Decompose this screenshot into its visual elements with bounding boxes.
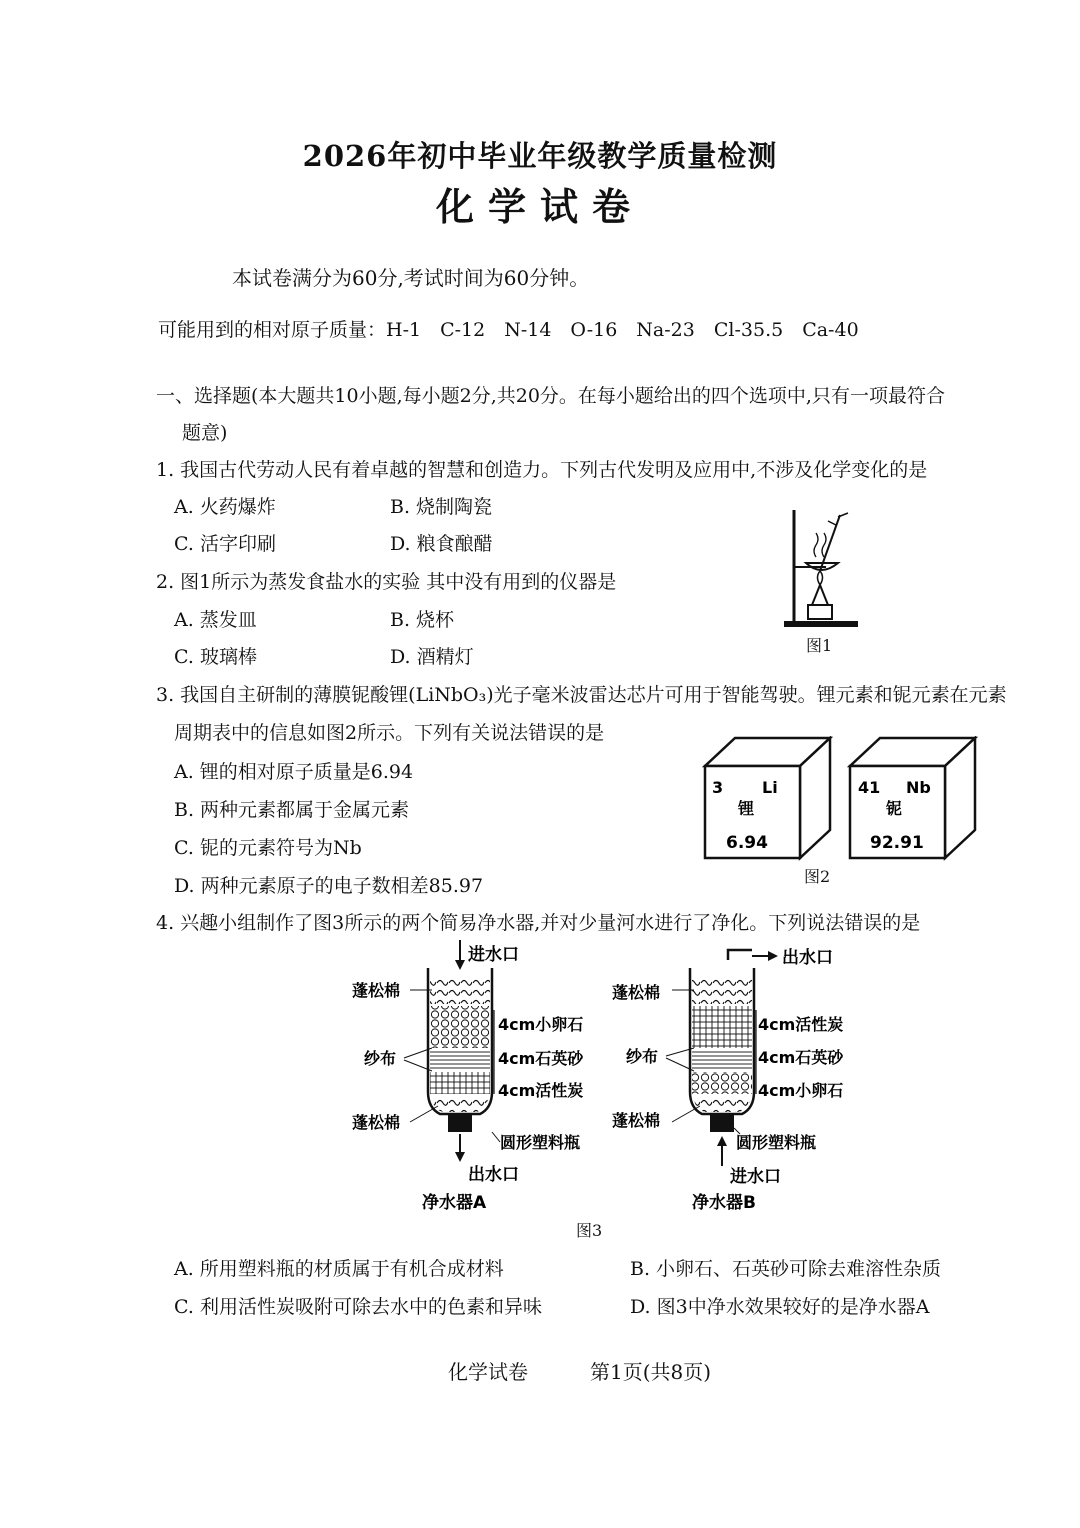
filter-a-name: 净水器A — [422, 1193, 487, 1213]
q4-stem: 4. 兴趣小组制作了图3所示的两个简易净水器,并对少量河水进行了净化。下列说法错误的是 — [156, 912, 921, 934]
filter-a-cotton-bottom-label: 蓬松棉 — [352, 1113, 401, 1132]
filter-b-layer-3 — [692, 1072, 752, 1094]
filter-a-outlet-label: 出水口 — [468, 1165, 519, 1185]
filter-b-layer-2 — [692, 1050, 752, 1070]
figure-3-water-filters — [340, 938, 860, 1218]
exam-title: 2026年初中毕业年级教学质量检测 — [302, 139, 778, 173]
nb-name: 铌 — [886, 799, 903, 818]
figure-3-caption: 图3 — [576, 1221, 603, 1240]
filter-a-cotton-top — [430, 976, 490, 1004]
q3-stem: 3. 我国自主研制的薄膜铌酸锂(LiNbO₃)光子毫米波雷达芯片可用于智能驾驶。锂元素和铌元素在元素 — [156, 684, 1007, 706]
filter-a-cap — [448, 1114, 472, 1132]
li-mass: 6.94 — [726, 833, 768, 853]
q2-option-c: C. 玻璃棒 — [174, 646, 257, 668]
q1-option-d: D. 粮食酿醋 — [390, 533, 493, 555]
filter-b-outlet-pipe — [728, 950, 752, 960]
figure-2-caption: 图2 — [804, 867, 831, 886]
q2-option-d: D. 酒精灯 — [390, 646, 474, 668]
filter-a-outlet-arrow — [455, 1152, 465, 1162]
li-name: 锂 — [738, 799, 755, 818]
filter-b-layer-1 — [692, 1006, 752, 1048]
li-atomic-number: 3 — [712, 778, 724, 797]
filter-b-bottle-label: 圆形塑料瓶 — [736, 1133, 817, 1152]
filter-a-layer-3-label: 4cm活性炭 — [498, 1081, 584, 1100]
filter-b-name: 净水器B — [692, 1193, 756, 1213]
filter-b-outlet-label: 出水口 — [782, 948, 833, 968]
filter-b-cotton-bottom — [694, 1096, 750, 1112]
li-symbol: Li — [762, 778, 778, 797]
nb-symbol: Nb — [906, 778, 931, 797]
filter-b-gauze-label: 纱布 — [626, 1047, 659, 1066]
filter-b-cotton-top — [692, 976, 752, 1004]
steam — [814, 533, 826, 557]
filter-b-layer-2-label: 4cm石英砂 — [758, 1048, 844, 1067]
exam-note: 本试卷满分为60分,考试时间为60分钟。 — [232, 266, 590, 290]
stand-base — [784, 621, 858, 627]
q4-option-b: B. 小卵石、石英砂可除去难溶性杂质 — [630, 1258, 942, 1280]
filter-b-cotton-top-label: 蓬松棉 — [612, 983, 661, 1002]
q4-option-d: D. 图3中净水效果较好的是净水器A — [630, 1296, 930, 1318]
filter-a-cotton-bottom — [432, 1096, 488, 1112]
q2-stem: 2. 图1所示为蒸发食盐水的实验 其中没有用到的仪器是 — [156, 571, 617, 593]
filter-b-cotton-bottom-label: 蓬松棉 — [612, 1111, 661, 1130]
q1-option-b: B. 烧制陶瓷 — [390, 496, 493, 518]
q1-option-c: C. 活字印刷 — [174, 533, 276, 555]
q1-stem: 1. 我国古代劳动人民有着卓越的智慧和创造力。下列古代发明及应用中,不涉及化学变化的是 — [156, 459, 928, 481]
subject-title: 化学试卷 — [435, 184, 644, 229]
filter-a-bottle-label: 圆形塑料瓶 — [500, 1133, 581, 1152]
filter-b-inlet-arrow — [717, 1136, 727, 1146]
filter-b-inlet-label: 进水口 — [730, 1167, 781, 1187]
filter-a-inlet-label: 进水口 — [468, 945, 519, 965]
atomic-masses: 可能用到的相对原子质量：H-1 C-12 N-14 O-16 Na-23 Cl-35.5 Ca-40 — [158, 319, 859, 341]
figure-2-element-cards — [700, 736, 980, 862]
q1-option-a: A. 火药爆炸 — [174, 496, 276, 518]
filter-b-cap — [710, 1114, 734, 1132]
q3-option-a: A. 锂的相对原子质量是6.94 — [174, 761, 414, 783]
filter-a-layer-3 — [430, 1072, 490, 1094]
filter-a — [404, 940, 500, 1162]
q3-option-c: C. 铌的元素符号为Nb — [174, 837, 362, 859]
alcohol-lamp — [812, 585, 828, 605]
q3-stem-cont: 周期表中的信息如图2所示。下列有关说法错误的是 — [174, 722, 605, 744]
section-heading-cont: 题意) — [182, 422, 228, 444]
filter-a-layer-2 — [430, 1050, 490, 1070]
nb-mass: 92.91 — [870, 833, 924, 853]
filter-a-gauze-label: 纱布 — [364, 1049, 397, 1068]
q2-option-a: A. 蒸发皿 — [174, 609, 257, 631]
filter-b-layer-1-label: 4cm活性炭 — [758, 1015, 844, 1034]
nb-atomic-number: 41 — [858, 778, 881, 797]
filter-b-outlet-arrow — [768, 951, 778, 961]
filter-a-layer-1 — [430, 1006, 490, 1048]
section-heading: 一、选择题(本大题共10小题,每小题2分,共20分。在每小题给出的四个选项中,只有一项最符合 — [156, 385, 945, 407]
q3-option-d: D. 两种元素原子的电子数相差85.97 — [174, 875, 484, 897]
q2-option-b: B. 烧杯 — [390, 609, 455, 631]
filter-a-layer-2-label: 4cm石英砂 — [498, 1049, 584, 1068]
footer-page-number: 第1页(共8页) — [590, 1360, 712, 1384]
figure-1-caption: 图1 — [806, 636, 833, 655]
filter-a-layer-1-label: 4cm小卵石 — [498, 1015, 584, 1034]
footer-subject: 化学试卷 — [448, 1360, 528, 1384]
q4-option-c: C. 利用活性炭吸附可除去水中的色素和异味 — [174, 1296, 542, 1318]
q3-option-b: B. 两种元素都属于金属元素 — [174, 799, 410, 821]
filter-a-cotton-top-label: 蓬松棉 — [352, 981, 401, 1000]
figure-1-evaporation-apparatus — [776, 505, 866, 635]
q4-option-a: A. 所用塑料瓶的材质属于有机合成材料 — [174, 1258, 504, 1280]
filter-b-layer-3-label: 4cm小卵石 — [758, 1081, 844, 1100]
